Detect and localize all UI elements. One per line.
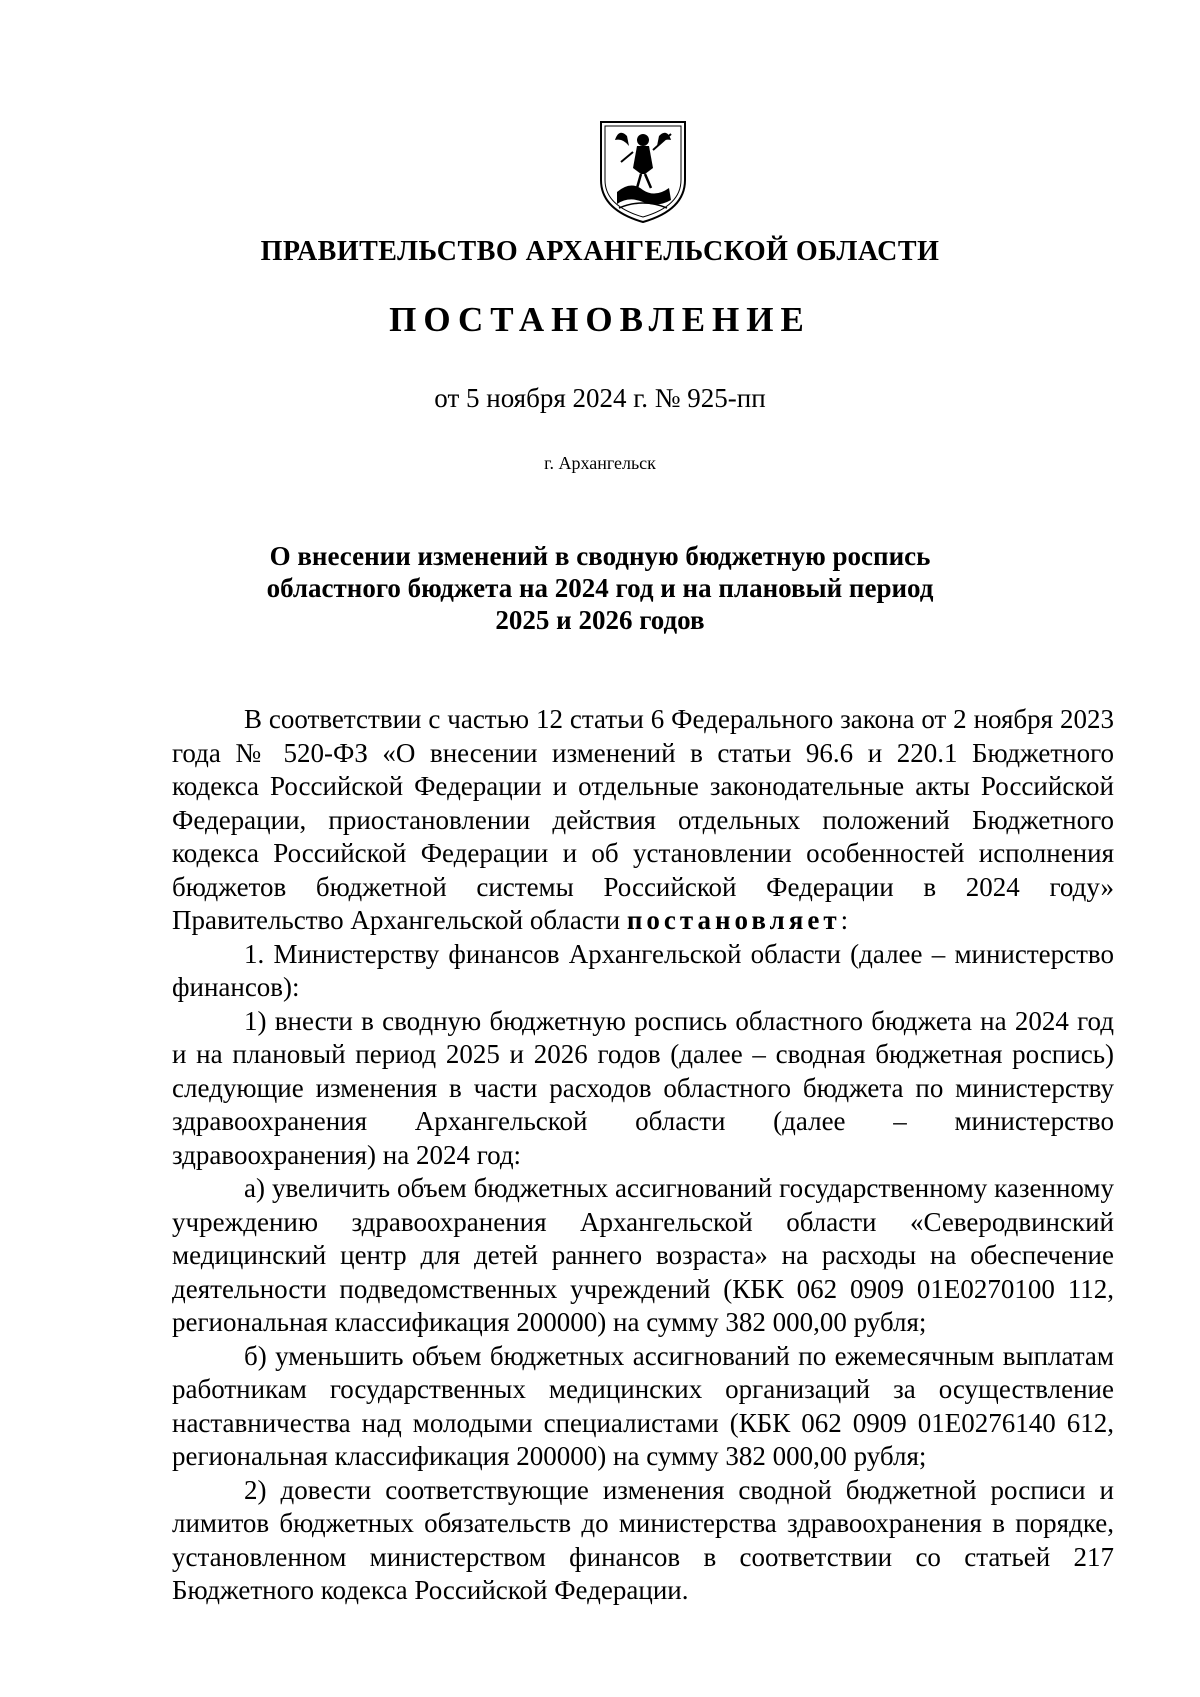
paragraph-1-1-b: б) уменьшить объем бюджетных ассигнований по ежемесячным выплатам работникам государственных медицинских организаций за осуществление наставничества над молодыми специалистами (КБК 062 0909 01Е0276140 612, региональная классификация 200000) на сумму 382 000,00 рубля; xyxy=(172,1340,1114,1471)
subject-line: О внесении изменений в сводную бюджетную роспись xyxy=(269,541,931,571)
document-body xyxy=(172,703,1114,1608)
paragraph-1-1: 1) внести в сводную бюджетную роспись областного бюджета на 2024 год и на плановый период 2025 и 2026 годов (далее – сводная бюджетная роспись) следующие изменения в части расходов областного бюджета по министерству здравоохранения Архангельской области (далее – министерство здравоохранения) на 2024 год: xyxy=(172,1005,1114,1170)
subject-line: областного бюджета на 2024 год и на плановый период xyxy=(266,573,934,603)
preamble-text: В соответствии с частью 12 статьи 6 Федерального закона от 2 ноября 2023 года № 520-ФЗ «О внесении изменений в статьи 96.6 и 220.1 Бюджетного кодекса Российской Федерации и отдельные законодательные акты Российской Федерации, приостановлении действия отдельных положений Бюджетного кодекса Российской Федерации и об установлении особенностей исполнения бюджетов бюджетной системы Российской Федерации в 2024 году» Правительство Архангельской области xyxy=(172,704,1114,935)
paragraph-1: 1. Министерству финансов Архангельской области (далее – министерство финансов): xyxy=(172,938,1114,1002)
paragraph-1-1-a: а) увеличить объем бюджетных ассигнований государственному казенному учреждению здравоохранения Архангельской области «Северодвинский медицинский центр для детей раннего возраста» на расходы на обеспечение деятельности подведомственных учреждений (КБК 062 0909 01Е0270100 112, региональная классификация 200000) на сумму 382 000,00 рубля; xyxy=(172,1173,1114,1337)
city: г. Архангельск xyxy=(544,453,656,473)
decrees-word: постановляет xyxy=(626,905,841,935)
document-type: ПОСТАНОВЛЕНИЕ xyxy=(389,300,811,339)
subject-line: 2025 и 2026 годов xyxy=(495,605,705,635)
date-and-number: от 5 ноября 2024 г. № 925-пп xyxy=(434,383,766,413)
coat-of-arms-icon xyxy=(597,118,689,226)
decrees-colon: : xyxy=(840,905,849,935)
document-subject xyxy=(250,540,950,636)
paragraph-1-2: 2) довести соответствующие изменения сводной бюджетной росписи и лимитов бюджетных обязательств до министерства здравоохранения в порядке, установленном министерством финансов в соответствии со статьей 217 Бюджетного кодекса Российской Федерации. xyxy=(172,1474,1114,1605)
preamble-paragraph xyxy=(172,703,1114,938)
government-name: ПРАВИТЕЛЬСТВО АРХАНГЕЛЬСКОЙ ОБЛАСТИ xyxy=(260,236,940,267)
